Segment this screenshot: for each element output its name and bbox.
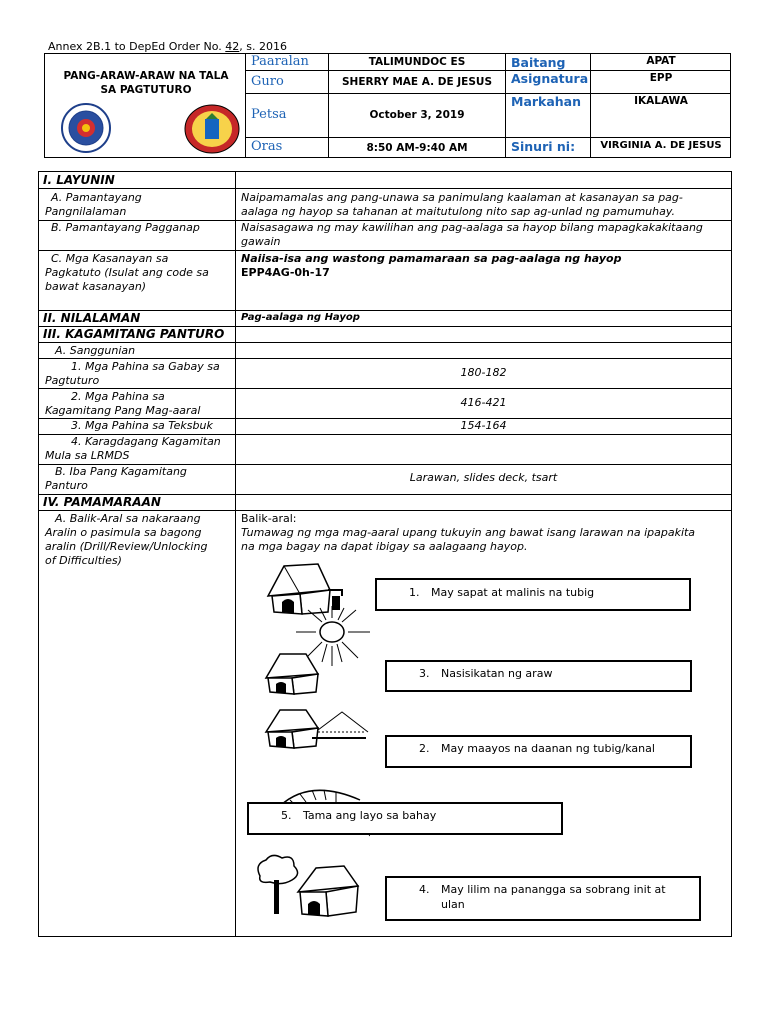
gabay-label: 1. Mga Pahina sa Gabay sa Pagtuturo (45, 360, 220, 387)
school-seal-icon (183, 103, 241, 155)
header-table (44, 53, 731, 158)
markahan-value: IKALAWA (634, 95, 688, 107)
annex-suffix: , s. 2016 (239, 40, 288, 53)
item-number: 5. (281, 809, 292, 822)
annex-line (48, 40, 287, 53)
sinuri-value: VIRGINIA A. DE JESUS (600, 140, 722, 151)
baitang-label: Baitang (511, 55, 566, 70)
item-box (247, 802, 563, 835)
sinuri-label: Sinuri ni: (511, 139, 576, 154)
item-box (385, 735, 692, 768)
kagamitang-pang-mag-aaral-value: 416-421 (460, 396, 507, 409)
item-number: 4. (419, 883, 430, 896)
lrmds-label: 4. Karagdagang Kagamitan Mula sa LRMDS (45, 435, 221, 462)
kagamitan-heading: III. KAGAMITANG PANTURO (43, 327, 225, 341)
paaralan-value: TALIMUNDOC ES (368, 56, 466, 68)
kasanayan-label: C. Mga Kasanayan sa Pagkatuto (Isulat ang code sa bawat kasanayan) (45, 252, 209, 293)
petsa-label: Petsa (251, 107, 287, 122)
pamantayang-pangnilalaman-label: A. Pamantayang Pangnilalaman (45, 191, 142, 218)
item-text: Nasisikatan ng araw (441, 667, 553, 680)
item-number: 2. (419, 742, 430, 755)
item-box (385, 876, 701, 921)
teksbuk-label: 3. Mga Pahina sa Teksbuk (71, 419, 213, 432)
item-text: May lilim na panangga sa sobrang init at ulan (441, 883, 666, 911)
nilalaman-heading: II. NILALAMAN (43, 311, 141, 325)
annex-number: 42 (225, 40, 240, 53)
guro-value: SHERRY MAE A. DE JESUS (341, 76, 493, 88)
doghouse-small-icon (262, 650, 326, 696)
item-text: May sapat at malinis na tubig (431, 586, 595, 599)
oras-label: Oras (251, 139, 283, 154)
markahan-label: Markahan (511, 94, 582, 109)
teksbuk-value: 154-164 (460, 419, 507, 432)
pamantayang-pangnilalaman-text: Naipamamalas ang pang-unawa sa panimulang kaalaman at kasanayan sa pag- aalaga ng hayop sa tahanan at maitutulong nito sap ag-unlad ng pamumuhay. (241, 191, 683, 218)
petsa-value: October 3, 2019 (369, 109, 465, 121)
item-box (385, 660, 692, 692)
gabay-value: 180-182 (460, 366, 507, 379)
layunin-heading: I. LAYUNIN (43, 173, 115, 187)
paaralan-label: Paaralan (251, 54, 309, 69)
baitang-value: APAT (646, 55, 676, 67)
doghouse-with-canal-icon (262, 706, 372, 762)
item-text: May maayos na daanan ng tubig/kanal (441, 742, 655, 755)
header-title: PANG-ARAW-ARAW NA TALA SA PAGTUTURO (63, 70, 229, 96)
doghouse-with-tree-icon (252, 852, 362, 924)
balik-aral-text: Balik-aral: Tumawag ng mga mag-aaral upang tukuyin ang bawat isang larawan na ipapakita na mga bagay na dapat ibigay sa aalagaang hayop. (241, 512, 696, 553)
asignatura-label: Asignatura (511, 71, 589, 86)
pamantayang-pagganap-label: B. Pamantayang Pagganap (51, 221, 200, 234)
sanggunian-label: A. Sanggunian (55, 344, 136, 357)
item-number: 1. (409, 586, 420, 599)
item-box (375, 578, 691, 611)
iba-pang-kagamitan-label: B. Iba Pang Kagamitang Panturo (45, 465, 187, 492)
nilalaman-value: Pag-aalaga ng Hayop (241, 312, 360, 323)
deped-seal-icon (61, 103, 111, 153)
kasanayan-text: Naiisa-isa ang wastong pamamaraan sa pag-aalaga ng hayop EPP4AG-0h-17 (241, 252, 622, 279)
asignatura-value: EPP (649, 72, 673, 84)
kagamitang-pang-mag-aaral-label: 2. Mga Pahina sa Kagamitang Pang Mag-aaral (45, 390, 201, 417)
pamantayang-pagganap-text: Naisasagawa ng may kawilihan ang pag-aalaga sa hayop bilang mapagkakakitaang gawain (241, 221, 703, 248)
balik-aral-label: A. Balik-Aral sa nakaraang Aralin o pasimula sa bagong aralin (Drill/Review/Unlocking of Difficulties) (45, 512, 208, 567)
oras-value: 8:50 AM-9:40 AM (366, 142, 468, 154)
iba-pang-kagamitan-value: Larawan, slides deck, tsart (409, 471, 558, 484)
guro-label: Guro (251, 74, 284, 89)
pamamaraan-heading: IV. PAMAMARAAN (43, 495, 161, 509)
item-number: 3. (419, 667, 430, 680)
item-text: Tama ang layo sa bahay (303, 809, 437, 822)
annex-prefix: Annex 2B.1 to DepEd Order No. (48, 40, 222, 53)
